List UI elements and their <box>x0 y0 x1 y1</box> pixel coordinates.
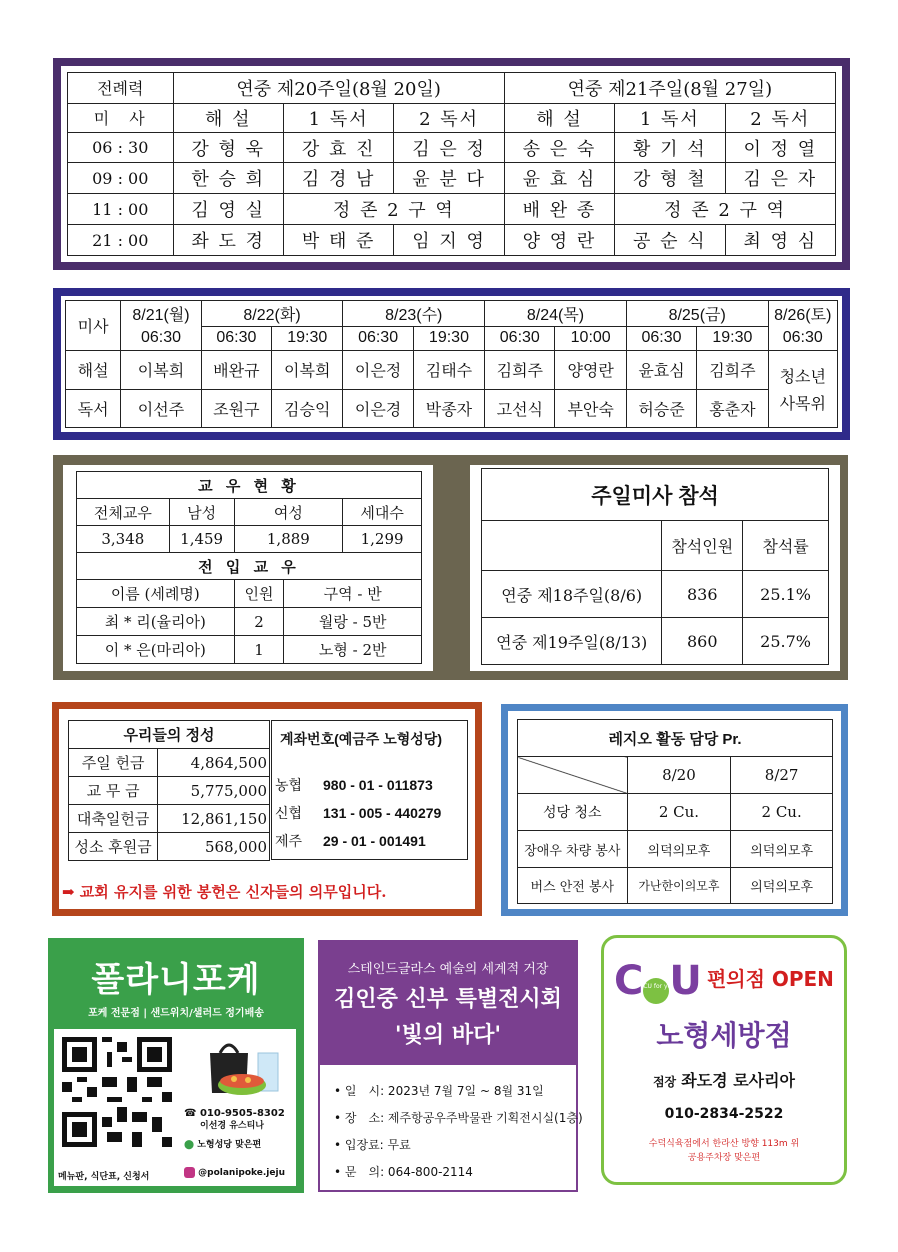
newcomers-title: 전 입 교 우 <box>77 553 422 580</box>
members-header: 남성 <box>169 499 234 526</box>
account-row <box>275 827 441 855</box>
mass-time: 06:30 <box>343 326 413 351</box>
attendance-count: 860 <box>662 618 743 665</box>
name-cell: 양영란 <box>555 351 626 389</box>
legio-assignee: 의덕의모후 <box>627 831 731 868</box>
ad1-footer: 메뉴판, 식단표, 신청서 <box>58 1172 150 1182</box>
ad3-store-name: 노형세방점 <box>656 1019 792 1052</box>
attendance-count: 836 <box>662 571 743 618</box>
name-cell: 이 정 열 <box>725 132 835 163</box>
name-cell: 고선식 <box>485 389 555 427</box>
offering-notice: ➡ 교회 유지를 위한 봉헌은 신자들의 의무입니다. <box>62 883 387 901</box>
row-label-commentary: 해설 <box>66 351 121 389</box>
day-date: 8/25(금) <box>626 301 768 327</box>
ad3-open-text: 편의점 OPEN <box>706 967 834 991</box>
row-label-mass: 미사 <box>66 301 121 351</box>
ad-polanipoke <box>48 938 304 1193</box>
offerings-table <box>68 720 270 861</box>
day-date: 8/26(토) <box>768 301 837 327</box>
mass-time: 11 : 00 <box>68 194 174 225</box>
mass-time: 19:30 <box>413 326 484 351</box>
day-date: 8/23(수) <box>343 301 485 327</box>
newcomer-count: 2 <box>234 608 284 636</box>
newcomer-count: 1 <box>234 636 284 664</box>
ad1-subtitle: 포케 전문점 | 샌드위치/샐러드 정기배송 <box>88 1008 264 1019</box>
name-cell: 김태수 <box>413 351 484 389</box>
legio-title: 레지오 활동 담당 Pr. <box>518 720 833 757</box>
name-cell: 박 태 준 <box>283 225 393 256</box>
mass-time: 21 : 00 <box>68 225 174 256</box>
ad-exhibition <box>318 940 583 1192</box>
name-cell: 황 기 석 <box>615 132 725 163</box>
account-title: 계좌번호(예금주 노형성당) <box>280 731 442 747</box>
mass-time: 19:30 <box>697 326 768 351</box>
attendance-rate: 25.7% <box>743 618 829 665</box>
name-cell: 강 형 욱 <box>173 132 283 163</box>
offerings-frame <box>52 702 482 916</box>
col-header: 1 독서 <box>283 103 393 132</box>
newcomers-header: 이름 (세례명) <box>77 580 235 608</box>
cu-logo-circle <box>643 978 676 1004</box>
legio-task: 장애우 차량 봉사 <box>518 831 628 868</box>
name-cell: 김희주 <box>485 351 555 389</box>
attendance-panel <box>470 465 840 671</box>
cu-logo-u: U <box>669 958 702 1004</box>
name-cell: 한 승 희 <box>173 163 283 194</box>
members-value: 3,348 <box>77 526 170 553</box>
mass-time: 09 : 00 <box>68 163 174 194</box>
name-cell: 강 효 진 <box>283 132 393 163</box>
cu-logo-c: C <box>614 958 644 1004</box>
weekday-rotation-table <box>65 300 838 428</box>
col-header: 해 설 <box>173 103 283 132</box>
members-value: 1,889 <box>234 526 343 553</box>
name-cell: 윤 효 심 <box>504 163 614 194</box>
day-date: 8/24(목) <box>485 301 627 327</box>
name-cell: 허승준 <box>626 389 696 427</box>
ad1-person: 이선경 유스티나 <box>200 1121 264 1131</box>
mass-time: 06 : 30 <box>68 132 174 163</box>
ad3-owner-row <box>604 1068 844 1091</box>
corner-label: 전례력 <box>68 73 174 104</box>
col-header: 2 독서 <box>725 103 835 132</box>
legio-task: 버스 안전 봉사 <box>518 868 628 904</box>
ad2-info <box>334 1078 583 1186</box>
poke-bowl-icon <box>202 1033 284 1101</box>
name-cell: 이은정 <box>343 351 413 389</box>
bank-name: 제주 <box>275 833 303 849</box>
ad3-owner: 좌도경 로사리아 <box>681 1071 796 1090</box>
offering-amount: 12,861,150 <box>158 805 270 833</box>
bank-name: 신협 <box>275 805 303 821</box>
sunday-rotation-frame <box>53 58 850 270</box>
mass-time: 06:30 <box>768 326 837 351</box>
offering-type: 교 무 금 <box>69 777 158 805</box>
newcomer-name: 이 * 은(마리아) <box>77 636 235 664</box>
name-cell: 배완규 <box>201 351 271 389</box>
day-date: 8/21(월) <box>121 301 201 327</box>
name-cell: 윤 분 다 <box>394 163 504 194</box>
ad2-tagline: 스테인드글라스 예술의 세계적 거장 <box>347 962 549 977</box>
mass-time: 06:30 <box>485 326 555 351</box>
ad2-info-line: • 일 시: 2023년 7월 7일 ~ 8월 31일 <box>334 1084 544 1098</box>
attendance-header: 참석률 <box>743 521 829 571</box>
legio-task: 성당 청소 <box>518 794 628 831</box>
name-cell: 좌 도 경 <box>173 225 283 256</box>
legio-assignee: 가난한이의모후 <box>627 868 731 904</box>
name-cell: 김 영 실 <box>173 194 283 225</box>
location-pin-icon: ⬤ <box>184 1140 195 1150</box>
ad2-info-line: • 입장료: 무료 <box>334 1138 411 1152</box>
legio-date: 8/20 <box>627 757 731 794</box>
col-header: 2 독서 <box>394 103 504 132</box>
bank-name: 농협 <box>275 777 303 793</box>
newcomers-header: 구역 - 반 <box>284 580 422 608</box>
ad3-logo-row <box>614 958 834 1004</box>
newcomer-name: 최 * 리(율리아) <box>77 608 235 636</box>
ad1-title: 폴라니포케 <box>91 960 261 1000</box>
offering-type: 성소 후원금 <box>69 833 158 861</box>
cu-logo-small: CU for you <box>643 983 676 990</box>
newcomers-header: 인원 <box>234 580 284 608</box>
legio-assignee: 2 Cu. <box>731 794 833 831</box>
attendance-week: 연중 제19주일(8/13) <box>482 618 662 665</box>
offering-type: 주일 헌금 <box>69 749 158 777</box>
mass-time: 06:30 <box>201 326 271 351</box>
ad2-subtitle: '빛의 바다' <box>394 1023 502 1048</box>
attendance-header: 참석인원 <box>662 521 743 571</box>
qr-code-icon <box>62 1037 172 1147</box>
legio-frame <box>501 704 848 916</box>
name-cell: 송 은 숙 <box>504 132 614 163</box>
account-number: 980 - 01 - 011873 <box>323 777 433 793</box>
offering-amount: 568,000 <box>158 833 270 861</box>
ad3-location-1: 수덕식육점에서 한라산 방향 113m 위 <box>648 1139 800 1149</box>
attendance-rate: 25.1% <box>743 571 829 618</box>
name-cell: 김 경 남 <box>283 163 393 194</box>
attendance-table <box>481 468 829 665</box>
col-header: 1 독서 <box>615 103 725 132</box>
instagram-icon <box>184 1167 195 1178</box>
ad3-location-2: 공용주차장 맞은편 <box>687 1153 761 1163</box>
ad1-panel <box>54 1029 296 1186</box>
mass-label: 미 사 <box>68 103 174 132</box>
account-row <box>275 799 441 827</box>
attendance-week: 연중 제18주일(8/6) <box>482 571 662 618</box>
name-cell: 윤효심 <box>626 351 696 389</box>
members-value: 1,299 <box>343 526 422 553</box>
mass-time: 19:30 <box>272 326 343 351</box>
name-cell: 박종자 <box>413 389 484 427</box>
name-cell: 배 완 종 <box>504 194 614 225</box>
row-label-reading: 독서 <box>66 389 121 427</box>
name-cell: 김 은 정 <box>394 132 504 163</box>
offering-amount: 4,864,500 <box>158 749 270 777</box>
sunday-rotation-table <box>67 72 836 256</box>
name-cell: 이복희 <box>121 351 201 389</box>
mass-time: 06:30 <box>121 326 201 351</box>
weekday-rotation-frame <box>53 288 850 440</box>
ad2-info-line: • 장 소: 제주항공우주박물관 기획전시실(1층) <box>334 1111 583 1125</box>
col-header: 해 설 <box>504 103 614 132</box>
members-header: 여성 <box>234 499 343 526</box>
district-cell: 정 존 2 구 역 <box>283 194 504 225</box>
ad3-phone: 010-2834-2522 <box>664 1106 784 1122</box>
mass-time: 06:30 <box>626 326 696 351</box>
name-cell: 부안숙 <box>555 389 626 427</box>
account-number: 29 - 01 - 001491 <box>323 833 426 849</box>
district-cell: 정 존 2 구 역 <box>615 194 836 225</box>
week1-title: 연중 제20주일(8월 20일) <box>173 73 504 104</box>
saturday-note-line: 사목위 <box>779 396 826 414</box>
name-cell: 이복희 <box>272 351 343 389</box>
offerings-title: 우리들의 정성 <box>69 721 270 749</box>
attendance-title: 주일미사 참석 <box>482 469 829 521</box>
newcomer-district: 노형 - 2반 <box>284 636 422 664</box>
name-cell: 임 지 영 <box>394 225 504 256</box>
name-cell: 조원구 <box>201 389 271 427</box>
name-cell: 김희주 <box>697 351 768 389</box>
name-cell: 김 은 자 <box>725 163 835 194</box>
members-title: 교 우 현 황 <box>77 472 422 499</box>
mass-time: 10:00 <box>555 326 626 351</box>
name-cell: 김승익 <box>272 389 343 427</box>
name-cell: 이선주 <box>121 389 201 427</box>
ad2-title: 김인중 신부 특별전시회 <box>334 987 562 1012</box>
offering-amount: 5,775,000 <box>158 777 270 805</box>
newcomer-district: 월랑 - 5반 <box>284 608 422 636</box>
attendance-corner <box>482 521 662 571</box>
account-row <box>275 771 441 799</box>
name-cell: 양 영 란 <box>504 225 614 256</box>
saturday-note <box>768 351 837 428</box>
saturday-note-line: 청소년 <box>779 369 826 387</box>
name-cell: 공 순 식 <box>615 225 725 256</box>
legio-assignee: 의덕의모후 <box>731 868 833 904</box>
offering-type: 대축일헌금 <box>69 805 158 833</box>
week2-title: 연중 제21주일(8월 27일) <box>504 73 835 104</box>
ad-cu-store <box>601 935 847 1185</box>
members-panel <box>63 465 433 671</box>
name-cell: 강 형 철 <box>615 163 725 194</box>
ad1-location: 노형성당 맞은편 <box>197 1140 262 1150</box>
legio-corner <box>518 757 628 794</box>
ad1-insta-row <box>184 1167 285 1178</box>
ad1-contact <box>184 1107 285 1152</box>
legio-date: 8/27 <box>731 757 833 794</box>
account-box <box>271 720 468 860</box>
day-date: 8/22(화) <box>201 301 343 327</box>
ad1-instagram: @polanipoke.jeju <box>198 1168 285 1178</box>
ad3-owner-label: 점장 <box>652 1075 677 1089</box>
phone-icon: ☎ <box>184 1108 197 1119</box>
name-cell: 홍춘자 <box>697 389 768 427</box>
legio-assignee: 2 Cu. <box>627 794 731 831</box>
legio-table <box>517 719 833 904</box>
members-header: 세대수 <box>343 499 422 526</box>
members-value: 1,459 <box>169 526 234 553</box>
legio-assignee: 의덕의모후 <box>731 831 833 868</box>
members-table <box>76 471 422 664</box>
name-cell: 이은경 <box>343 389 413 427</box>
ad1-phone: 010-9505-8302 <box>199 1108 285 1119</box>
account-number: 131 - 005 - 440279 <box>323 805 442 821</box>
name-cell: 최 영 심 <box>725 225 835 256</box>
members-header: 전체교우 <box>77 499 170 526</box>
ad2-info-line: • 문 의: 064-800-2114 <box>334 1165 473 1179</box>
